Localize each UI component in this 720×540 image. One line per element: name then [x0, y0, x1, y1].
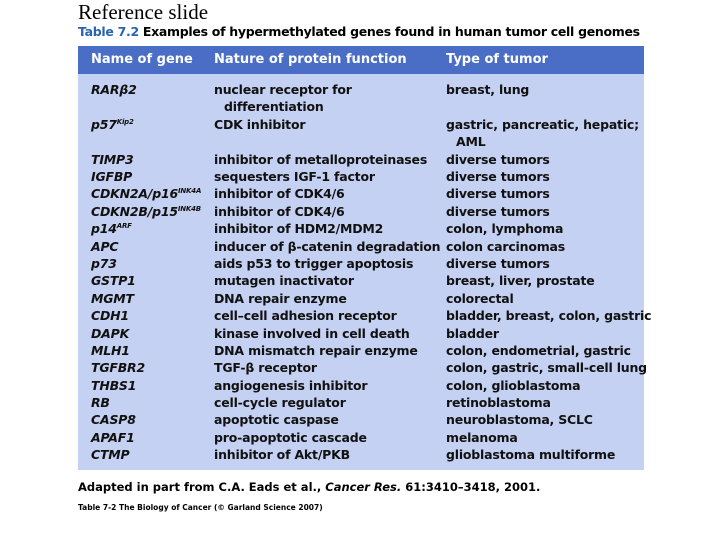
tumor-type: colon, glioblastoma — [446, 377, 581, 393]
table-row — [78, 220, 644, 237]
gene-name: MLH1 — [91, 342, 130, 358]
tumor-type: breast, liver, prostate — [446, 273, 595, 289]
gene-superscript: Kip2 — [116, 117, 134, 126]
gene-name: TGFBR2 — [91, 360, 145, 376]
table-row — [78, 429, 644, 446]
tumor-type: retinoblastoma — [446, 395, 551, 411]
tumor-type: diverse tumors — [446, 203, 550, 219]
tumor-type: gastric, pancreatic, hepatic; AML — [446, 116, 639, 150]
footnote-suffix: 61:3410–3418, 2001. — [401, 480, 541, 494]
tumor-type: glioblastoma multiforme — [446, 447, 616, 463]
footnote-journal: Cancer Res. — [325, 480, 402, 494]
table-number: Table 7.2 — [78, 24, 139, 39]
header-tumor: Type of tumor — [446, 52, 548, 67]
table-row — [78, 81, 644, 116]
protein-function: cell–cell adhesion receptor — [214, 308, 397, 324]
tumor-type: colon, endometrial, gastric — [446, 342, 631, 358]
tumor-type: diverse tumors — [446, 151, 550, 167]
gene-name: $p14^{ARF}$ — [91, 221, 132, 237]
header-function: Nature of protein function — [214, 52, 407, 67]
table-row — [78, 394, 644, 411]
table-row — [78, 307, 652, 324]
table-row — [78, 168, 644, 185]
table-row — [78, 151, 644, 168]
tumor-type: bladder, breast, colon, gastric — [446, 308, 652, 324]
slide-title: Reference slide — [78, 0, 209, 24]
protein-function: DNA mismatch repair enzyme — [214, 342, 418, 358]
gene-name: APC — [91, 238, 119, 254]
gene-name: CDH1 — [91, 308, 129, 324]
protein-function: inhibitor of CDK4/6 — [214, 186, 345, 202]
table-caption-text: Examples of hypermethylated genes found in human tumor cell genomes — [142, 24, 640, 39]
source-credit: Table 7-2 The Biology of Cancer (© Garland Science 2007) — [78, 503, 323, 512]
gene-name: THBS1 — [91, 377, 137, 393]
protein-function: nuclear receptor for differentiation — [214, 82, 352, 115]
gene-name: TIMP3 — [91, 151, 134, 167]
footnote-prefix: Adapted in part from C.A. Eads et al., — [78, 480, 326, 494]
protein-function: inhibitor of HDM2/MDM2 — [214, 221, 384, 237]
gene-name: p73 — [91, 255, 117, 271]
protein-function: pro-apoptotic cascade — [214, 429, 367, 445]
table-row — [78, 185, 644, 202]
gene-name: MGMT — [91, 290, 134, 306]
table-row — [78, 411, 644, 428]
header-gene: Name of gene — [91, 52, 193, 67]
gene-name: GSTP1 — [91, 273, 136, 289]
table-caption — [78, 24, 640, 39]
table-row — [78, 255, 644, 272]
protein-function: kinase involved in cell death — [214, 325, 410, 341]
tumor-type: colon, gastric, small-cell lung — [446, 360, 647, 376]
tumor-type: colon, lymphoma — [446, 221, 564, 237]
protein-function: DNA repair enzyme — [214, 290, 347, 306]
table-header-row — [78, 46, 644, 74]
gene-name: APAF1 — [91, 429, 135, 445]
gene-name: CASP8 — [91, 412, 136, 428]
gene-name: IGFBP — [91, 168, 133, 184]
tumor-type: melanoma — [446, 429, 518, 445]
protein-function: TGF-β receptor — [214, 360, 317, 376]
gene-name: $p57^{Kip2}$ — [91, 116, 134, 132]
table-body — [78, 81, 652, 464]
gene-name: CTMP — [91, 447, 130, 463]
tumor-type: diverse tumors — [446, 255, 550, 271]
protein-function: inhibitor of CDK4/6 — [214, 203, 345, 219]
protein-function: apoptotic caspase — [214, 412, 339, 428]
tumor-type: diverse tumors — [446, 168, 550, 184]
table-row — [78, 325, 644, 342]
gene-name: RB — [91, 395, 110, 411]
table-row — [78, 238, 644, 255]
table-row — [78, 377, 644, 394]
table-row — [78, 203, 644, 220]
tumor-type: colorectal — [446, 290, 514, 306]
table-row — [78, 116, 644, 151]
gene-superscript: INK4A — [177, 187, 202, 196]
protein-function: inhibitor of Akt/PKB — [214, 447, 350, 463]
protein-function: sequesters IGF-1 factor — [214, 168, 375, 184]
protein-function: CDK inhibitor — [214, 116, 306, 132]
tumor-type: bladder — [446, 325, 499, 341]
gene-name: $CDKN2B/p15^{INK4B}$ — [91, 203, 201, 219]
gene-name: RARβ2 — [91, 82, 137, 97]
tumor-type: breast, lung — [446, 82, 530, 97]
gene-superscript: ARF — [116, 222, 132, 230]
table-row — [78, 272, 644, 289]
protein-function: aids p53 to trigger apoptosis — [214, 255, 414, 271]
protein-function: inducer of β-catenin degradation — [214, 238, 441, 254]
gene-superscript: INK4B — [177, 204, 201, 213]
tumor-type: colon carcinomas — [446, 238, 566, 254]
table-row — [78, 359, 647, 376]
tumor-type: neuroblastoma, SCLC — [446, 412, 593, 428]
protein-function: cell-cycle regulator — [214, 395, 346, 411]
protein-function: angiogenesis inhibitor — [214, 377, 368, 393]
table-row — [78, 342, 644, 359]
gene-table — [78, 46, 652, 470]
protein-function: inhibitor of metalloproteinases — [214, 151, 428, 167]
tumor-type: diverse tumors — [446, 186, 550, 202]
gene-name: $CDKN2A/p16^{INK4A}$ — [91, 186, 202, 202]
table-row — [78, 446, 644, 463]
footnote — [78, 480, 540, 494]
gene-name: DAPK — [91, 325, 130, 341]
table-row — [78, 290, 644, 307]
protein-function: mutagen inactivator — [214, 273, 354, 289]
